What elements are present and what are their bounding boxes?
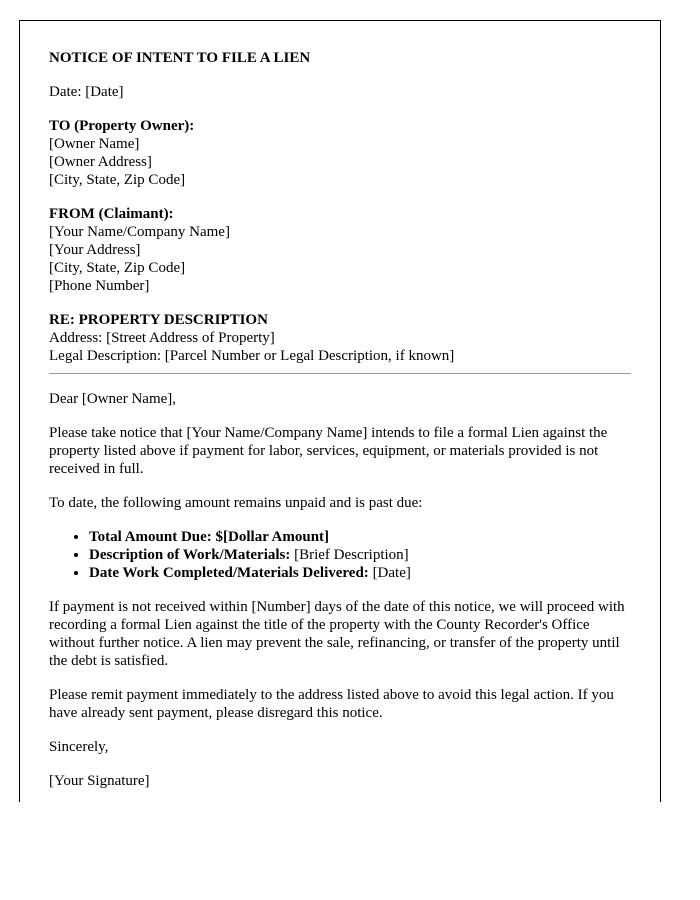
amount-list [49, 528, 631, 582]
owner-name: [Owner Name] [49, 136, 140, 152]
re-heading: RE: PROPERTY DESCRIPTION [49, 312, 268, 328]
claimant-address: [Your Address] [49, 242, 141, 258]
signature: [Your Signature] [49, 773, 150, 789]
warning-paragraph: If payment is not received within [Number] days of the date of this notice, we will proceed with recording a formal Lien against the title of the property with the County Recorder's Office without further notice. A lien may prevent the sale, refinancing, or transfer of the property until the debt is satisfied. [49, 599, 625, 669]
legal-description: Legal Description: [Parcel Number or Legal Description, if known] [49, 348, 455, 364]
date-completed-value: [Date] [368, 565, 411, 581]
owner-city-state-zip: [City, State, Zip Code] [49, 172, 186, 188]
date-completed-label: Date Work Completed/Materials Delivered: [89, 565, 369, 581]
notice-document [19, 20, 661, 802]
amount-paragraph: To date, the following amount remains unpaid and is past due: [49, 495, 423, 511]
salutation: Dear [Owner Name], [49, 391, 177, 407]
list-item [89, 528, 631, 546]
work-description-label: Description of Work/Materials: [89, 547, 291, 563]
list-item [89, 564, 631, 582]
section-divider [49, 373, 631, 374]
property-address: Address: [Street Address of Property] [49, 330, 275, 346]
document-title: NOTICE OF INTENT TO FILE A LIEN [49, 50, 311, 66]
intro-paragraph: Please take notice that [Your Name/Company Name] intends to file a formal Lien against the property listed above if payment for labor, services, equipment, or materials provided is not received in full. [49, 425, 608, 477]
list-item [89, 546, 631, 564]
to-heading: TO (Property Owner): [49, 118, 195, 134]
re-section [49, 311, 631, 365]
remit-paragraph: Please remit payment immediately to the address listed above to avoid this legal action. If you have already sent payment, please disregard this notice. [49, 687, 614, 721]
from-heading: FROM (Claimant): [49, 206, 174, 222]
claimant-phone: [Phone Number] [49, 278, 150, 294]
total-amount-label: Total Amount Due: $[Dollar Amount] [89, 529, 330, 545]
closing: Sincerely, [49, 739, 109, 755]
owner-address: [Owner Address] [49, 154, 152, 170]
date-line: Date: [Date] [49, 84, 124, 100]
to-section [49, 117, 631, 189]
claimant-name: [Your Name/Company Name] [49, 224, 230, 240]
from-section [49, 205, 631, 295]
work-description-value: [Brief Description] [290, 547, 409, 563]
claimant-city-state-zip: [City, State, Zip Code] [49, 260, 186, 276]
